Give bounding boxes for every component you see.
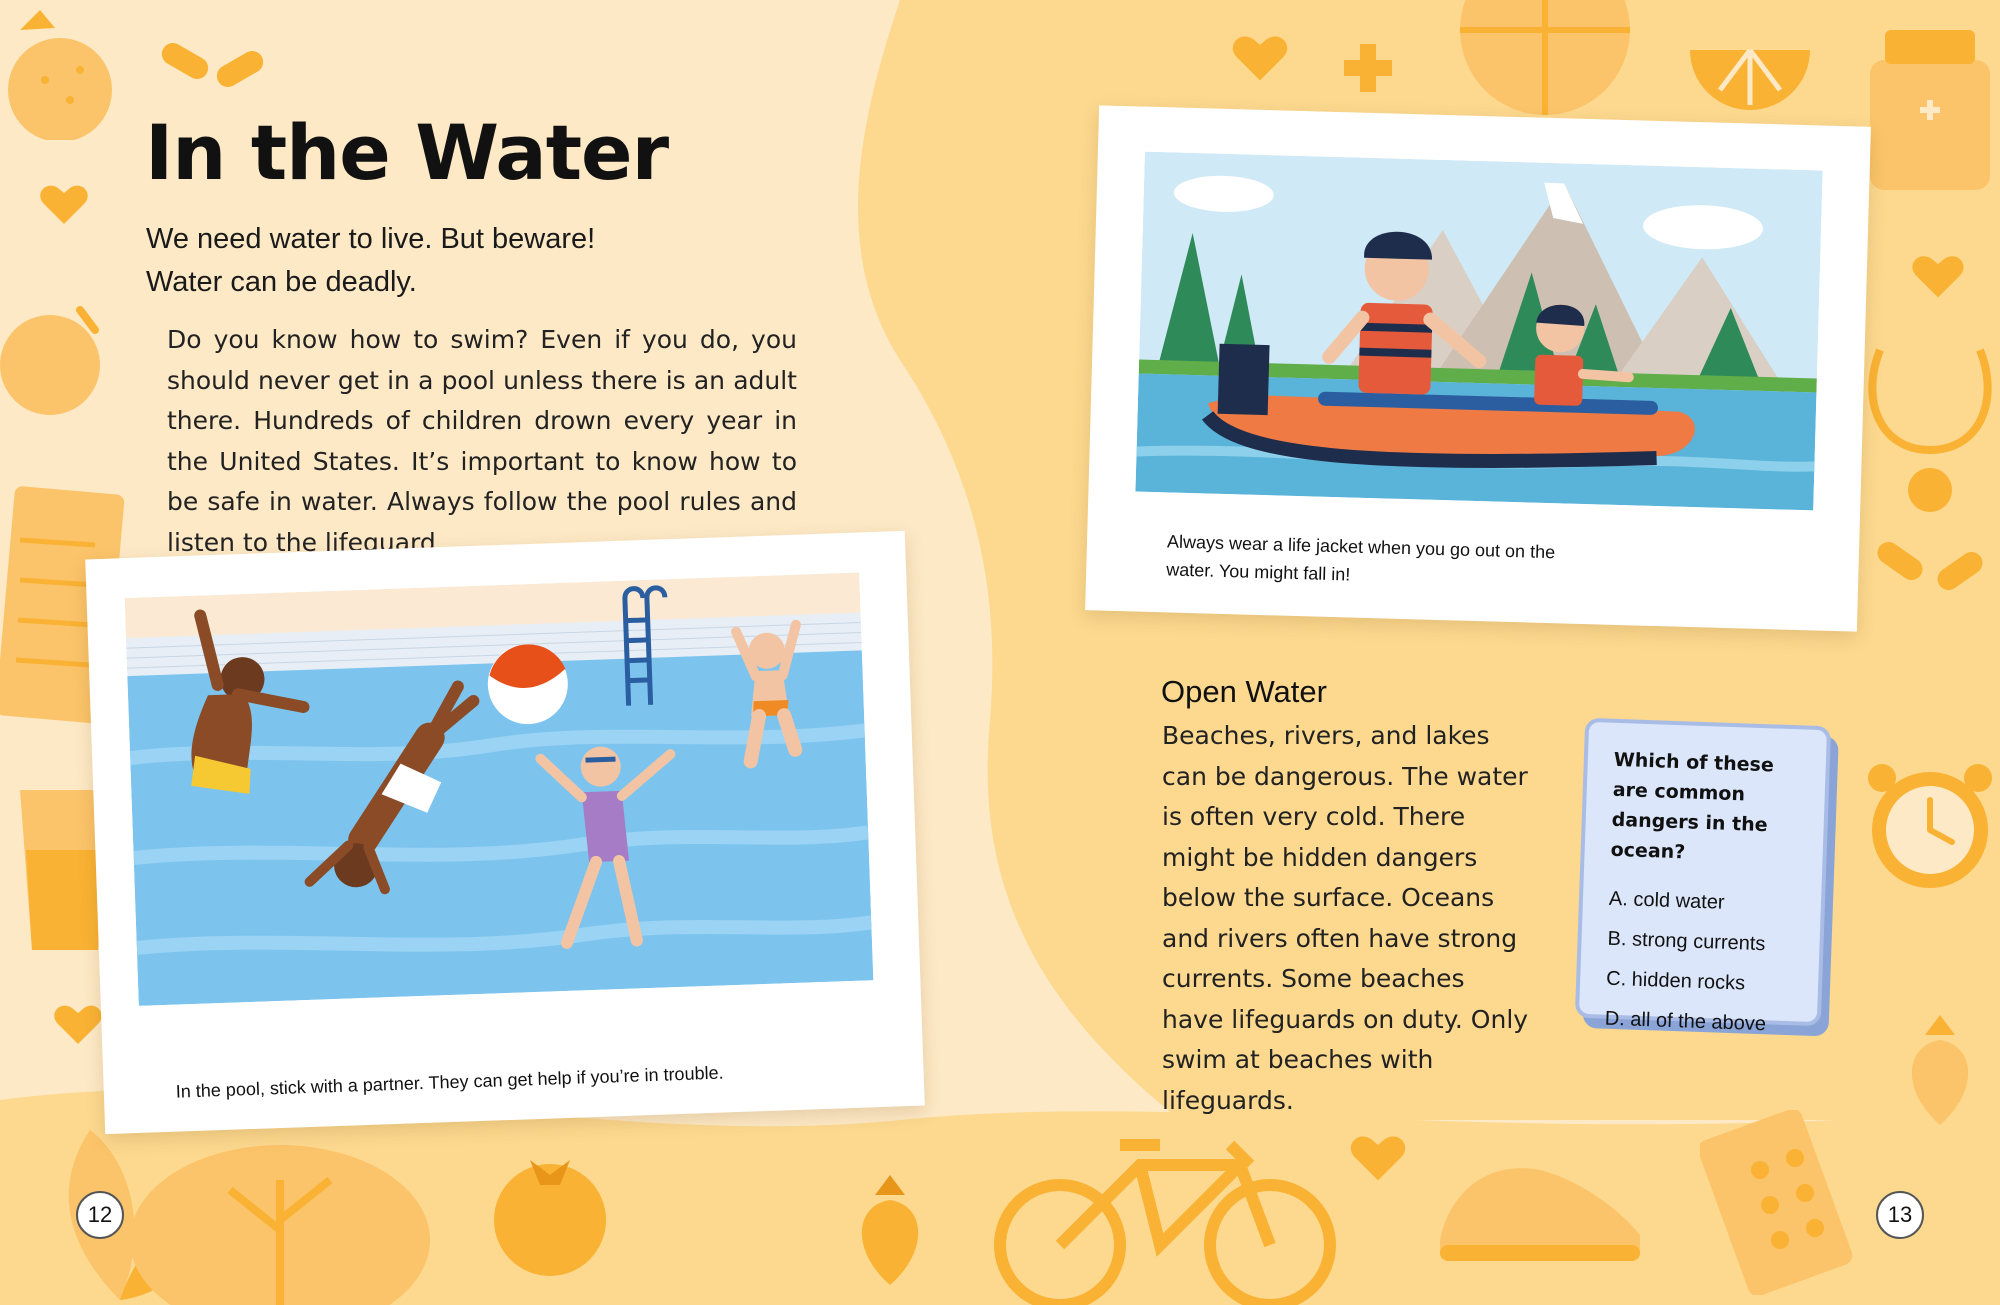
- subtitle-line: Water can be deadly.: [146, 266, 417, 298]
- heart-icon: [38, 180, 90, 228]
- section-heading-open-water: Open Water: [1161, 674, 1327, 709]
- heart-icon: [1348, 1130, 1408, 1185]
- subtitle-line: We need water to live. But beware!: [146, 223, 596, 255]
- pool-photo-caption: In the pool, stick with a partner. They can get help if you’re in trouble.: [175, 1062, 724, 1102]
- page-title: In the Water: [145, 108, 669, 197]
- quiz-option-d: D. all of the above: [1604, 1007, 1767, 1036]
- quiz-option-c: C. hidden rocks: [1605, 967, 1746, 995]
- page-subtitle: [146, 218, 786, 304]
- quiz-question: Which of these are common dangers in the ocean?: [1610, 748, 1775, 864]
- quiz-option-a: A. cold water: [1608, 887, 1725, 914]
- heart-icon: [52, 1000, 104, 1048]
- pill-pack-icon: [1700, 1110, 1860, 1295]
- pill-icon: [150, 30, 270, 100]
- pool-photo-card: [85, 531, 925, 1134]
- strawberry-icon: [1890, 1010, 1990, 1130]
- heart-icon: [1230, 30, 1290, 85]
- plus-icon: [1340, 40, 1396, 96]
- bicycle-icon: [990, 1125, 1350, 1305]
- heart-icon: [1910, 250, 1966, 302]
- page-number-left: 12: [76, 1191, 124, 1239]
- quiz-box: [1575, 718, 1831, 1036]
- pool-illustration: [125, 572, 874, 1005]
- sneaker-icon: [1430, 1130, 1650, 1270]
- boat-illustration: [1135, 152, 1822, 511]
- pill-icon: [1870, 530, 1990, 610]
- intro-paragraph: Do you know how to swim? Even if you do, you should never get in a pool unless there is an adult there. Hundreds of children drown every year in the United States. It’s important to know how to be safe in water. Always follow the pool rules and listen to the lifeguard.: [167, 325, 797, 557]
- tree-icon: [120, 1120, 440, 1305]
- alarm-clock-icon: [1860, 750, 2000, 900]
- decor-top-left-fruit-icon: [0, 0, 140, 140]
- orange-icon: [0, 290, 110, 420]
- tomato-icon: [480, 1140, 620, 1280]
- open-water-paragraph: Beaches, rivers, and lakes can be dangerous. The water is often very cold. There might be hidden dangers below the surface. Oceans and rivers often have strong currents. Some beaches have lifeguards on duty. Only swim at beaches with lifeguards.: [1162, 721, 1529, 1115]
- medicine-bottle-icon: [1860, 20, 2000, 190]
- page-number-right: 13: [1876, 1191, 1924, 1239]
- strawberry-icon: [840, 1170, 940, 1290]
- boat-photo-card: [1085, 105, 1871, 631]
- quiz-option-b: B. strong currents: [1607, 927, 1766, 956]
- stethoscope-icon: [1860, 340, 2000, 520]
- orange-slice-icon: [1685, 30, 1815, 120]
- boat-photo-caption: Always wear a life jacket when you go out on the water. You might fall in!: [1165, 531, 1556, 585]
- basketball-icon: [1450, 0, 1640, 120]
